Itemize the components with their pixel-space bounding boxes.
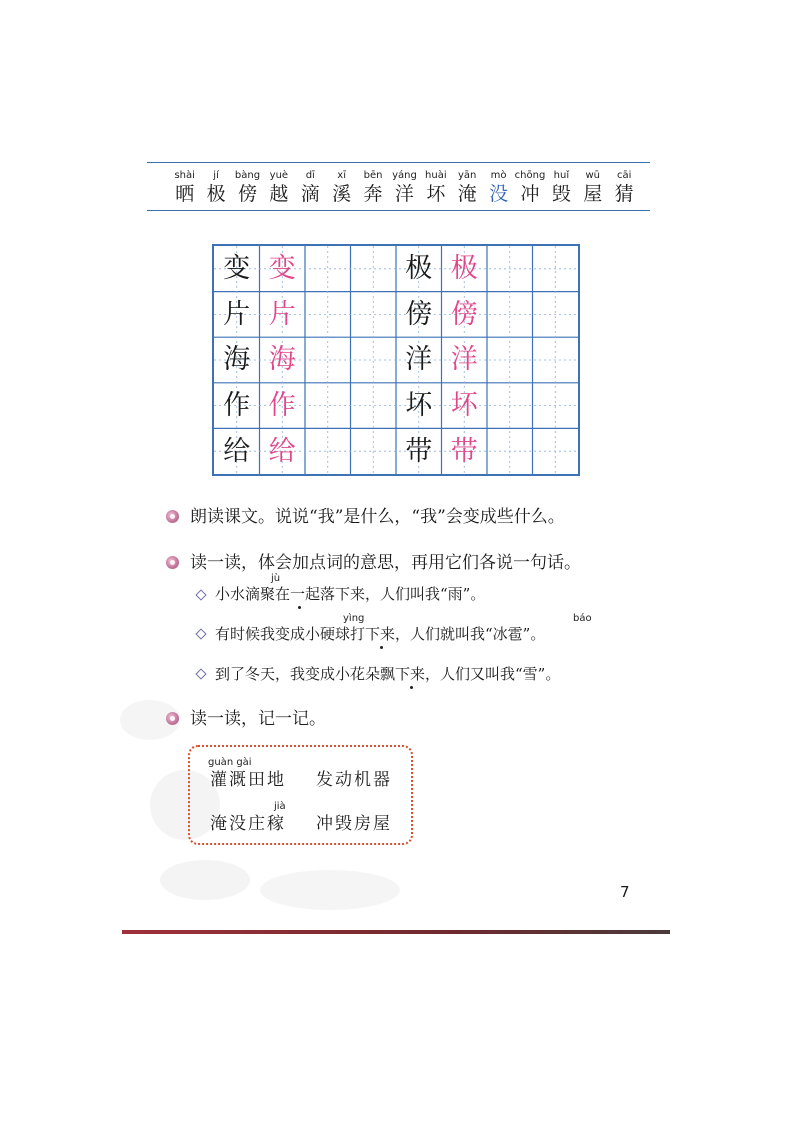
trace-char: 作 [268, 390, 296, 422]
vocab-char [608, 170, 639, 206]
writing-grid [212, 244, 580, 476]
model-char: 片 [223, 298, 251, 330]
model-char: 给 [223, 435, 251, 467]
exercise-bullet-icon [166, 556, 179, 569]
vocab-hanzi: 洋 [394, 183, 414, 205]
vocab-char [169, 170, 200, 206]
trace-char: 变 [268, 253, 296, 285]
model-char: 极 [405, 253, 433, 285]
strip-top-rule [147, 162, 650, 163]
vocab-char [577, 170, 608, 206]
vocab-char [232, 170, 263, 206]
exercise-2-text: 读一读，体会加点词的意思，再用它们各说一句话。 [190, 553, 581, 573]
vocab-hanzi: 冲 [520, 183, 540, 205]
vocab-pinyin: chōng [514, 170, 546, 181]
vocab-char [389, 170, 420, 206]
vocab-hanzi: 猜 [614, 183, 634, 205]
vocab-pinyin: xī [337, 170, 346, 181]
emphasis-dot [410, 686, 413, 689]
model-char: 洋 [405, 344, 433, 376]
vocab-char [357, 170, 388, 206]
word-3: 淹没庄稼 [210, 814, 286, 834]
vocab-char [546, 170, 577, 206]
vocab-pinyin: jí [213, 170, 219, 181]
page-number: 7 [620, 883, 630, 901]
vocab-hanzi: 晒 [175, 183, 195, 205]
vocab-pinyin: yān [458, 170, 477, 181]
model-char: 变 [223, 253, 251, 285]
sentence-2: 有时候我变成小硬球打下来，人们就叫我“冰雹”。 [215, 625, 546, 643]
trace-char: 带 [450, 435, 478, 467]
vocab-pinyin: yáng [392, 170, 417, 181]
diamond-bullet-icon [195, 589, 206, 600]
vocab-pinyin: huǐ [553, 170, 570, 181]
vocab-hanzi: 溪 [332, 183, 352, 205]
vocab-char [263, 170, 294, 206]
strip-bottom-rule [147, 210, 650, 211]
diamond-bullet-icon [195, 668, 206, 679]
vocab-hanzi: 奔 [363, 183, 383, 205]
decorative-cloud [160, 860, 250, 900]
trace-char: 海 [268, 344, 296, 376]
word-box [188, 745, 413, 845]
model-char: 作 [223, 390, 251, 422]
trace-char: 给 [268, 435, 296, 467]
pinyin-jia: jià [274, 801, 286, 812]
vocab-pinyin: bàng [234, 170, 261, 181]
pinyin-ju: jù [271, 573, 281, 584]
vocab-hanzi: 滴 [300, 183, 320, 205]
model-char: 坏 [405, 390, 433, 422]
vocabulary-chars [169, 170, 640, 206]
decorative-cloud [260, 870, 400, 910]
model-char: 带 [405, 435, 433, 467]
vocab-char [326, 170, 357, 206]
vocab-char [295, 170, 326, 206]
exercise-1-text: 朗读课文。说说“我”是什么，“我”会变成些什么。 [190, 507, 565, 527]
exercise-bullet-icon [166, 510, 179, 523]
vocab-char [200, 170, 231, 206]
pinyin-bao: báo [573, 613, 592, 624]
word-2: 发动机器 [316, 770, 392, 790]
emphasis-dot [380, 646, 383, 649]
sentence-3: 到了冬天，我变成小花朵飘下来，人们又叫我“雪”。 [215, 665, 561, 683]
diamond-bullet-icon [195, 628, 206, 639]
vocabulary-strip [147, 160, 650, 214]
trace-char: 坏 [450, 390, 478, 422]
word-4: 冲毁房屋 [316, 814, 392, 834]
vocab-pinyin: wū [585, 170, 601, 181]
vocab-pinyin: dī [305, 170, 315, 181]
vocab-hanzi: 极 [206, 183, 226, 205]
vocab-hanzi: 屋 [583, 183, 603, 205]
exercise-bullet-icon [166, 712, 179, 725]
trace-char: 傍 [450, 298, 478, 330]
trace-char: 片 [268, 298, 296, 330]
page-bottom-rule [122, 930, 670, 934]
vocab-hanzi: 坏 [426, 183, 446, 205]
vocab-pinyin: cāi [616, 170, 632, 181]
vocab-char [483, 170, 514, 206]
vocab-pinyin: mò [490, 170, 507, 181]
trace-char: 极 [450, 253, 478, 285]
vocab-pinyin: shài [174, 170, 195, 181]
word-1: 灌溉田地 [210, 770, 286, 790]
exercise-3-text: 读一读，记一记。 [190, 709, 326, 729]
trace-char: 洋 [450, 344, 478, 376]
pinyin-ying: yìng [343, 613, 365, 624]
model-char: 海 [223, 344, 251, 376]
sentence-1: 小水滴聚在一起落下来，人们叫我“雨”。 [215, 585, 486, 603]
vocab-pinyin: bēn [363, 170, 383, 181]
vocab-char [452, 170, 483, 206]
vocab-pinyin: huài [425, 170, 447, 181]
vocab-hanzi: 毁 [551, 183, 571, 205]
vocab-char [420, 170, 451, 206]
emphasis-dot [298, 606, 301, 609]
vocab-char [514, 170, 545, 206]
vocab-hanzi: 淹 [457, 183, 477, 205]
pinyin-guangai: guàn gài [208, 757, 252, 768]
vocab-hanzi: 傍 [237, 183, 257, 205]
vocab-hanzi: 没 [489, 183, 509, 205]
model-char: 傍 [405, 298, 433, 330]
vocab-hanzi: 越 [269, 183, 289, 205]
vocab-pinyin: yuè [269, 170, 289, 181]
